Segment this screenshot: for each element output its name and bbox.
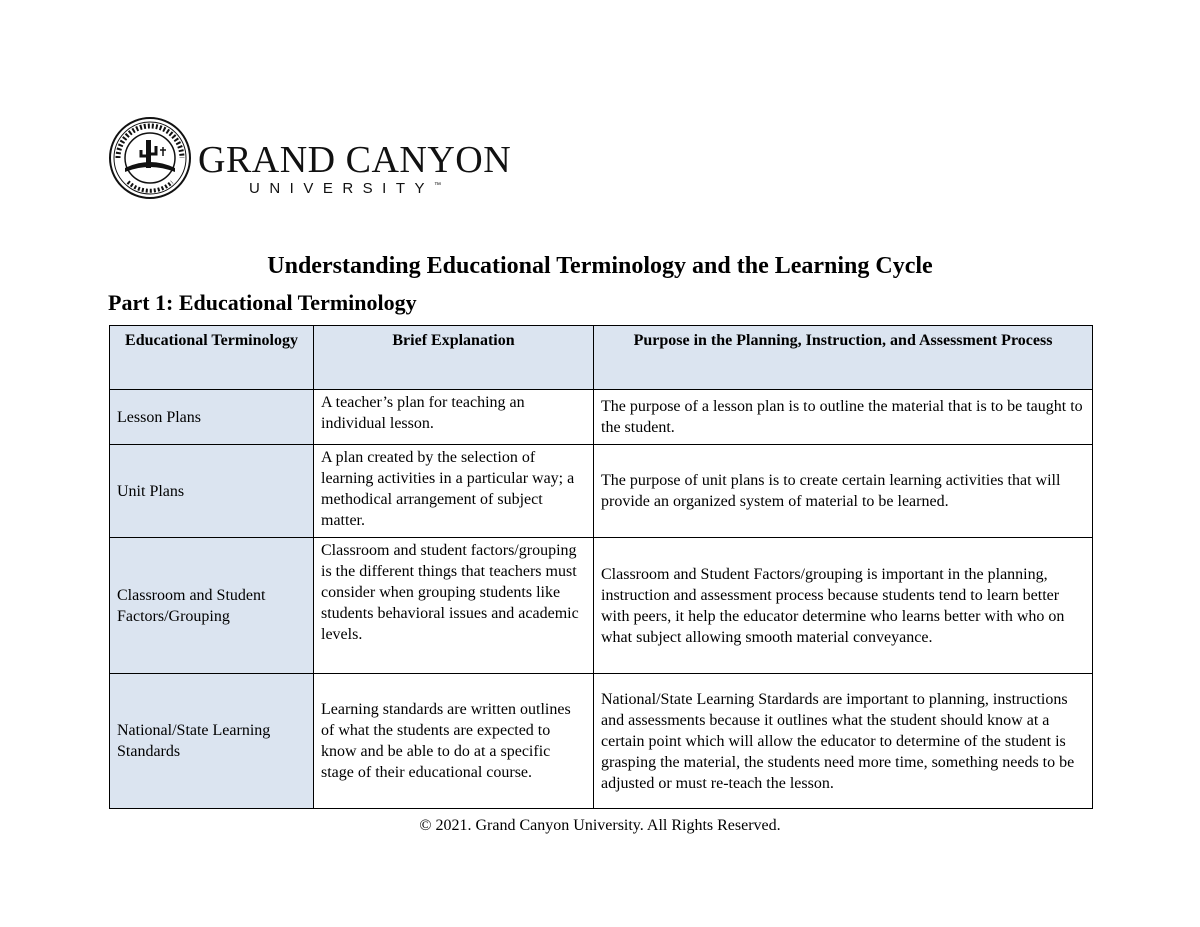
table-row (110, 390, 1093, 445)
row-term: National/State Learning Standards (110, 674, 314, 809)
row-term: Unit Plans (110, 445, 314, 538)
row-brief-explanation: Classroom and student factors/grouping is the different things that teachers must consider when grouping students like students behavioral issues and academic levels. (314, 538, 594, 674)
header-brief-explanation: Brief Explanation (314, 326, 594, 390)
trademark-mark: ™ (434, 182, 442, 189)
row-purpose: Classroom and Student Factors/grouping is important in the planning, instruction and assessment process because students tend to learn better with peers, it help the educator determine who learns better with who on what subject allowing smooth material conveyance. (594, 538, 1093, 674)
header-educational-terminology: Educational Terminology (110, 326, 314, 390)
university-logo (108, 116, 512, 202)
row-purpose: National/State Learning Stardards are important to planning, instructions and assessments because it outlines what the student should know at a certain point which will allow the educator to determine of the student is grasping the material, the students need more time, something needs to be adjusted or must re-teach the lesson. (594, 674, 1093, 809)
table-header-row (110, 326, 1093, 390)
header-purpose: Purpose in the Planning, Instruction, and Assessment Process (594, 326, 1093, 390)
row-brief-explanation: A teacher’s plan for teaching an individual lesson. (314, 390, 594, 445)
table-row (110, 674, 1093, 809)
logo-university-subtitle (249, 180, 441, 197)
terminology-table (109, 325, 1093, 809)
row-brief-explanation: Learning standards are written outlines of what the students are expected to know and be able to do at a specific stage of their educational course. (314, 674, 594, 809)
copyright-footer: © 2021. Grand Canyon University. All Rights Reserved. (419, 817, 781, 834)
table-row (110, 445, 1093, 538)
row-term: Lesson Plans (110, 390, 314, 445)
university-seal-icon (108, 116, 192, 200)
row-brief-explanation: A plan created by the selection of learning activities in a particular way; a methodical arrangement of subject matter. (314, 445, 594, 538)
document-title: Understanding Educational Terminology and the Learning Cycle (267, 253, 933, 279)
logo-university-name: GRAND CANYON (198, 139, 512, 181)
logo-subtitle-text: UNIVERSITY (249, 180, 435, 197)
row-term: Classroom and Student Factors/Grouping (110, 538, 314, 674)
table-row (110, 538, 1093, 674)
row-purpose: The purpose of unit plans is to create certain learning activities that will provide an organized system of material to be learned. (594, 445, 1093, 538)
row-purpose: The purpose of a lesson plan is to outline the material that is to be taught to the student. (594, 390, 1093, 445)
part-title: Part 1: Educational Terminology (108, 290, 417, 315)
